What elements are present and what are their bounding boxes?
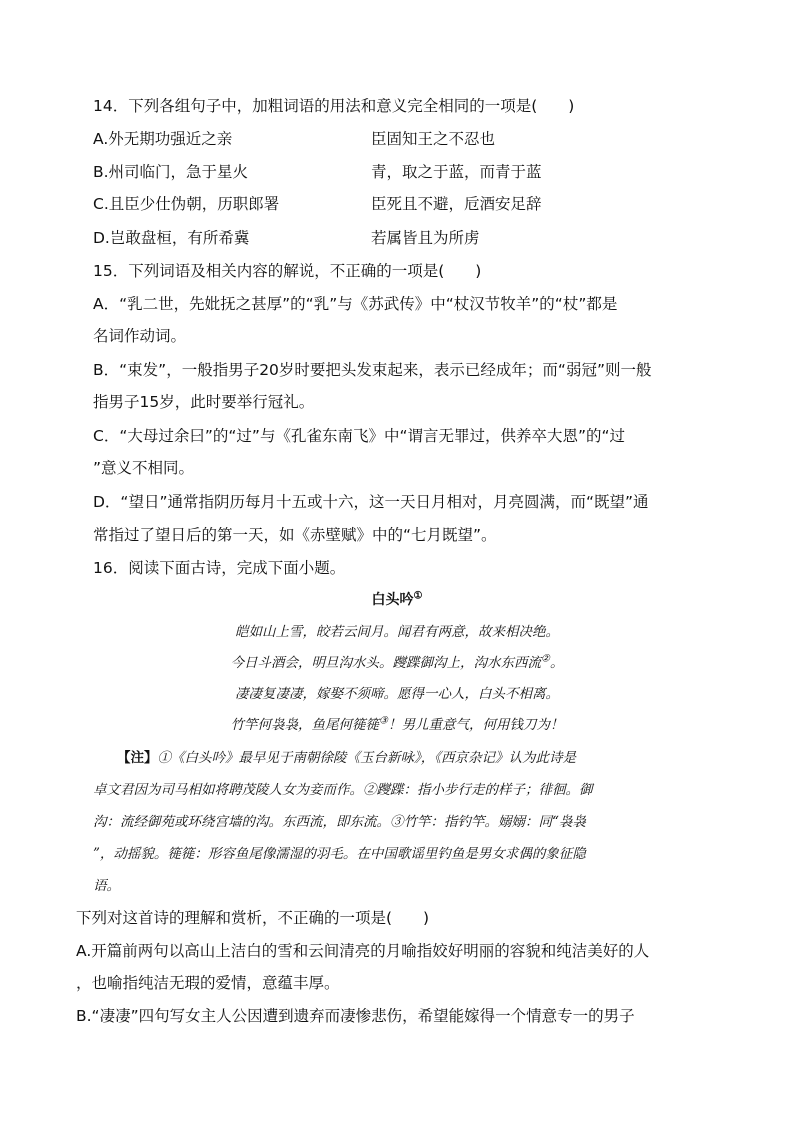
note-line: 沟：流经御苑或环绕宫墙的沟。东西流，即东流。③竹竿：指钓竿。嫋嫋：同“袅袅 bbox=[93, 814, 586, 830]
q15-option-d-line1: D．“望日”通常指阴历每月十五或十六，这一天日月相对，月亮圆满，而“既望”通 bbox=[93, 493, 649, 511]
q15-stem: 15．下列词语及相关内容的解说，不正确的一项是( ) bbox=[93, 262, 482, 280]
note-line: ”，动摇貌。簁簁：形容鱼尾像濡湿的羽毛。在中国歌谣里钓鱼是男女求偶的象征隐 bbox=[93, 846, 586, 862]
q14-option-c-right: 臣死且不避，卮酒安足辞 bbox=[371, 195, 542, 213]
q15-option-c-line1: C．“大母过余曰”的“过”与《孔雀东南飞》中“谓言无罪过，供养卒大恩”的“过 bbox=[93, 427, 626, 445]
poem-title: 白头吟① bbox=[371, 590, 423, 608]
q15-option-a-line1: A．“乳二世，先妣抚之甚厚”的“乳”与《苏武传》中“杖汉节牧羊”的“杖”都是 bbox=[93, 295, 618, 313]
q14-option-b-right: 青，取之于蓝，而青于蓝 bbox=[371, 163, 542, 181]
q15-option-b-line1: B．“束发”，一般指男子20岁时要把头发束起来，表示已经成年；而“弱冠”则一般 bbox=[93, 361, 652, 379]
poem-title-note-mark: ① bbox=[413, 590, 423, 602]
poem-line: 今日斗酒会，明旦沟水头。躞蹀御沟上，沟水东西流②。 bbox=[230, 653, 564, 671]
note-line: 卓文君因为司马相如将聘茂陵人女为妾而作。②躞蹀：指小步行走的样子；徘徊。御 bbox=[93, 782, 593, 798]
q16-option-a-line1: A.开篇前两句以高山上洁白的雪和云间清亮的月喻指姣好明丽的容貌和纯洁美好的人 bbox=[76, 942, 650, 960]
q14-option-d-left: D.岂敢盘桓，有所希冀 bbox=[93, 229, 250, 247]
q15-option-c-line2: ”意义不相同。 bbox=[93, 459, 195, 477]
note-line: 【注】①《白头吟》最早见于南朝徐陵《玉台新咏》，《西京杂记》认为此诗是 bbox=[117, 750, 576, 766]
poem-line: 凄凄复凄凄，嫁娶不须啼。愿得一心人，白头不相离。 bbox=[235, 686, 559, 702]
q15-option-a-line2: 名词作动词。 bbox=[93, 327, 187, 345]
note-line: 语。 bbox=[93, 878, 120, 894]
poem-line: 皑如山上雪，皎若云间月。闻君有两意，故来相决绝。 bbox=[235, 624, 559, 640]
note-heading: 【注】 bbox=[117, 750, 158, 766]
q14-option-a-right: 臣固知王之不忍也 bbox=[371, 130, 496, 148]
q15-option-d-line2: 常指过了望日后的第一天，如《赤壁赋》中的“七月既望”。 bbox=[93, 526, 497, 544]
q15-option-b-line2: 指男子15岁，此时要举行冠礼。 bbox=[93, 393, 315, 411]
q16-option-b-line1: B.“凄凄”四句写女主人公因遭到遗弃而凄惨悲伤，希望能嫁得一个情意专一的男子 bbox=[76, 1007, 635, 1025]
q14-option-a-left: A.外无期功强近之亲 bbox=[93, 130, 233, 148]
poem-note-mark: ③ bbox=[379, 715, 388, 727]
q14-stem: 14．下列各组句子中，加粗词语的用法和意义完全相同的一项是( ) bbox=[93, 97, 575, 115]
q14-option-b-left: B.州司临门，急于星火 bbox=[93, 163, 249, 181]
poem-line: 竹竿何袅袅，鱼尾何簁簁③！男儿重意气，何用钱刀为！ bbox=[230, 715, 564, 733]
q14-option-d-right: 若属皆且为所虏 bbox=[371, 229, 480, 247]
q16-sub-stem: 下列对这首诗的理解和赏析，不正确的一项是( ) bbox=[76, 909, 430, 927]
poem-note-mark: ② bbox=[541, 653, 550, 665]
q16-stem: 16．阅读下面古诗，完成下面小题。 bbox=[93, 559, 346, 577]
q16-option-a-line2: ，也喻指纯洁无瑕的爱情，意蕴丰厚。 bbox=[76, 974, 340, 992]
q14-option-c-left: C.且臣少仕伪朝，历职郎署 bbox=[93, 195, 280, 213]
